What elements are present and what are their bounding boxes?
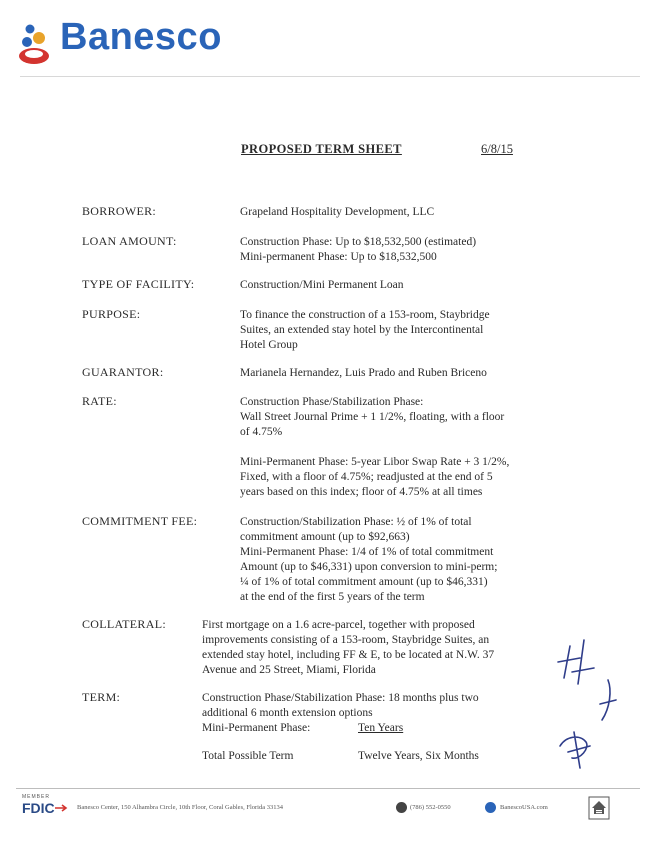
document-date: 6/8/15: [481, 142, 513, 156]
term-total-label: Total Possible Term: [202, 750, 294, 762]
rate-mini-line-1: Mini-Permanent Phase: 5-year Libor Swap Rate + 3 1/2%,: [240, 456, 510, 468]
collateral-label: COLLATERAL:: [82, 617, 166, 631]
term-mini-label: Mini-Permanent Phase:: [202, 722, 311, 734]
term-total-value: Twelve Years, Six Months: [358, 750, 479, 762]
commitment-fee-label: COMMITMENT FEE:: [82, 514, 198, 528]
collateral-line-1: First mortgage on a 1.6 acre-parcel, together with proposed: [202, 619, 475, 631]
rate-mini-line-3: years based on this index; floor of 4.75% at all times: [240, 486, 483, 498]
facility-value: Construction/Mini Permanent Loan: [240, 279, 404, 291]
page-title: PROPOSED TERM SHEET: [241, 142, 402, 156]
facility-label: TYPE OF FACILITY:: [82, 277, 195, 291]
rate-line-1: Construction Phase/Stabilization Phase:: [240, 396, 424, 408]
guarantor-value: Marianela Hernandez, Luis Prado and Ruben Briceno: [240, 367, 487, 379]
handwritten-initials-icon: [550, 628, 640, 788]
term-label: TERM:: [82, 690, 121, 704]
rate-label: RATE:: [82, 394, 117, 408]
globe-icon: [485, 802, 496, 813]
arrow-icon: [55, 804, 69, 812]
purpose-label: PURPOSE:: [82, 307, 141, 321]
commitment-fee-line-5: ¼ of 1% of total commitment amount (up to $46,331): [240, 576, 488, 588]
rate-mini-line-2: Fixed, with a floor of 4.75%; readjusted at the end of 5: [240, 471, 493, 483]
footer-website: BanescoUSA.com: [500, 804, 548, 811]
commitment-fee-line-4: Amount (up to $46,331) upon conversion to mini-perm;: [240, 561, 498, 573]
fdic-logo: FDIC: [22, 800, 55, 816]
commitment-fee-line-3: Mini-Permanent Phase: 1/4 of 1% of total commitment: [240, 546, 494, 558]
rate-line-3: of 4.75%: [240, 426, 283, 438]
collateral-line-4: Avenue and 25 Street, Miami, Florida: [202, 664, 376, 676]
loan-amount-line-2: Mini-permanent Phase: Up to $18,532,500: [240, 251, 437, 263]
footer-address: Banesco Center, 150 Alhambra Circle, 10th Floor, Coral Gables, Florida 33134: [77, 804, 283, 811]
term-mini-value: Ten Years: [358, 722, 404, 734]
loan-amount-line-1: Construction Phase: Up to $18,532,500 (estimated): [240, 236, 477, 248]
fdic-member-text: MEMBER: [22, 794, 50, 800]
footer-phone: (786) 552-0550: [410, 804, 451, 811]
banesco-logo-icon: [14, 22, 60, 68]
collateral-line-3: extended stay hotel, including FF & E, to be located at N.W. 37: [202, 649, 495, 661]
term-line-1: Construction Phase/Stabilization Phase: 18 months plus two: [202, 692, 479, 704]
commitment-fee-line-2: commitment amount (up to $92,663): [240, 531, 410, 543]
rate-line-2: Wall Street Journal Prime + 1 1/2%, floating, with a floor: [240, 411, 505, 423]
logo-wordmark: Banesco: [60, 16, 222, 58]
borrower-value: Grapeland Hospitality Development, LLC: [240, 206, 435, 218]
purpose-line-3: Hotel Group: [240, 339, 298, 351]
term-line-2: additional 6 month extension options: [202, 707, 373, 719]
commitment-fee-line-6: at the end of the first 5 years of the term: [240, 591, 425, 603]
header-divider: [20, 76, 640, 77]
equal-housing-icon: [588, 796, 610, 820]
guarantor-label: GUARANTOR:: [82, 365, 164, 379]
borrower-label: BORROWER:: [82, 204, 157, 218]
loan-amount-label: LOAN AMOUNT:: [82, 234, 177, 248]
commitment-fee-line-1: Construction/Stabilization Phase: ½ of 1% of total: [240, 516, 472, 528]
purpose-line-2: Suites, an extended stay hotel by the Intercontinental: [240, 324, 484, 336]
phone-icon: [396, 802, 407, 813]
purpose-line-1: To finance the construction of a 153-room, Staybridge: [240, 309, 490, 321]
collateral-line-2: improvements consisting of a 153-room, Staybridge Suites, an: [202, 634, 490, 646]
